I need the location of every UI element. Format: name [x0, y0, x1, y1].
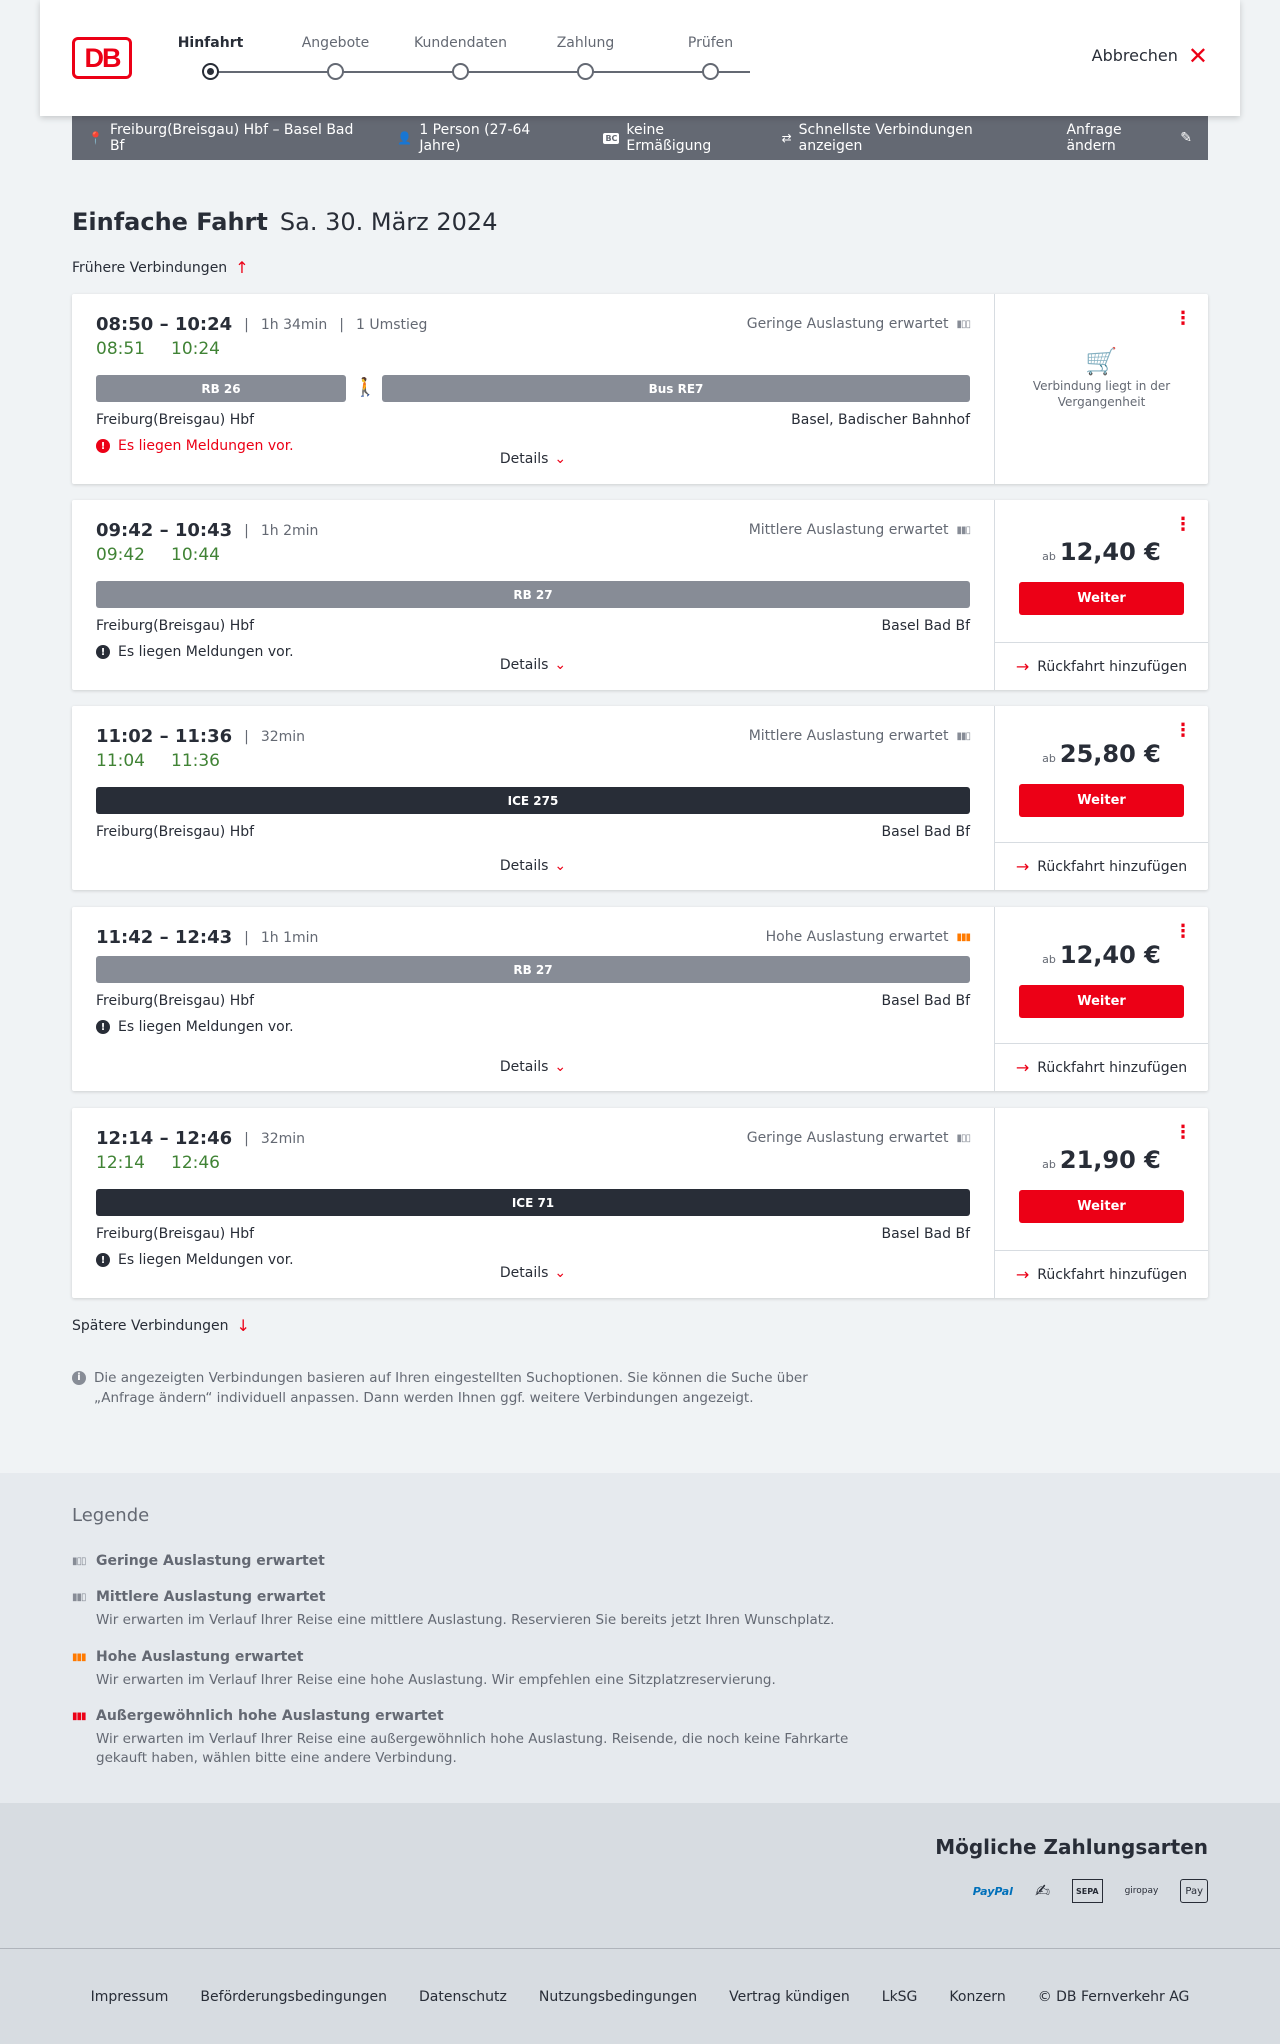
edit-request-button[interactable]	[1066, 122, 1192, 154]
price-value: 12,40 €	[1059, 941, 1161, 969]
planned-times: 11:42 – 12:43	[96, 927, 233, 948]
search-summary-bar	[72, 116, 1208, 160]
transfers: 1 Umstieg	[356, 316, 428, 333]
chevron-down-icon: ⌄	[554, 1059, 567, 1075]
legend-item-desc: Wir erwarten im Verlauf Ihrer Reise eine mittlere Auslastung. Reservieren Sie bereits jetzt Ihren Wunschplatz.	[96, 1612, 835, 1628]
leg-rb26: RB 26	[96, 375, 346, 402]
journey-bar	[96, 956, 970, 983]
cancel-button[interactable]	[1091, 41, 1208, 70]
realtime-arrival: 10:24	[171, 339, 220, 359]
step-dot	[202, 63, 219, 80]
occupancy-high-icon: ▮▮▮	[72, 1651, 86, 1663]
legend-item-low	[72, 1553, 325, 1569]
continue-button[interactable]: Weiter	[1019, 582, 1184, 615]
details-label: Details	[499, 858, 549, 874]
more-options-icon[interactable]: ⋮	[1174, 720, 1192, 741]
step-dot	[702, 63, 719, 80]
alert-icon: !	[96, 1253, 110, 1267]
arrow-up-icon: ↑	[235, 258, 249, 277]
earlier-connections-link[interactable]	[72, 258, 249, 277]
connection-info[interactable]: 12:14 – 12:46 | 32min 12:14 12:46 Geringe Auslastung erwartet ▮▯▯ ICE 71 Freiburg(Breisgau) Hbf Basel Bad Bf ! Es liegen Meldungen vor.	[96, 1128, 970, 1268]
details-label: Details	[499, 1265, 549, 1281]
note-text: Die angezeigten Verbindungen basieren auf Ihren eingestellten Suchoptionen. Sie können die Suche über „Anfrage ändern“ individuell anpassen. Dann werden Ihnen ggf. weitere Verbindungen angezeigt.	[94, 1370, 808, 1406]
edit-label: Anfrage ändern	[1066, 122, 1122, 154]
chevron-down-icon: ⌄	[554, 657, 567, 673]
footer	[0, 1948, 1280, 2044]
arrow-right-icon: →	[1015, 1058, 1030, 1077]
occupancy-text: Geringe Auslastung erwartet	[746, 1130, 949, 1146]
realtime-arrival: 11:36	[171, 751, 220, 771]
details-toggle[interactable]	[72, 1059, 994, 1075]
swap-icon: ⇄	[781, 131, 792, 145]
planned-times: 11:02 – 11:36	[96, 726, 233, 747]
price-value: 25,80 €	[1059, 740, 1161, 768]
realtime-arrival: 12:46	[171, 1153, 220, 1173]
price	[995, 1146, 1208, 1174]
connection-info[interactable]: 11:42 – 12:43 | 1h 1min Hohe Auslastung erwartet ▮▮▮ RB 27 Freiburg(Breisgau) Hbf Basel Bad Bf ! Es liegen Meldungen vor.	[96, 927, 970, 1035]
connection-card	[72, 1108, 1208, 1298]
journey-bar	[96, 375, 970, 402]
alert-icon: !	[96, 645, 110, 659]
price-prefix: ab	[1042, 1158, 1056, 1171]
occupancy-exceptional-icon: ▮▮▮	[72, 1710, 86, 1722]
leg-ice275: ICE 275	[96, 787, 970, 814]
step-kundendaten: Kundendaten	[398, 34, 523, 60]
legend-item-exceptional	[72, 1708, 876, 1768]
message-text: Es liegen Meldungen vor.	[118, 1019, 294, 1035]
price	[995, 538, 1208, 566]
return-label: Rückfahrt hinzufügen	[1037, 1059, 1188, 1076]
planned-times: 08:50 – 10:24	[96, 314, 233, 335]
destination-station: Basel Bad Bf	[881, 1226, 970, 1242]
add-return-button[interactable]	[995, 842, 1208, 890]
fastest-text: Schnellste Verbindungen anzeigen	[798, 122, 973, 154]
occupancy-low-icon: ▮▯▯	[956, 1132, 970, 1144]
duration: 1h 2min	[260, 522, 319, 539]
offer-panel	[994, 706, 1208, 890]
occupancy-high-icon: ▮▮▮	[956, 931, 970, 943]
origin-station: Freiburg(Breisgau) Hbf	[96, 1226, 255, 1242]
progress-line	[210, 71, 750, 73]
person-icon: 👤	[397, 131, 413, 145]
add-return-button[interactable]	[995, 1043, 1208, 1091]
paypal-icon: PayPal	[972, 1884, 1013, 1898]
price-value: 21,90 €	[1059, 1146, 1161, 1174]
connection-info[interactable]: 11:02 – 11:36 | 32min 11:04 11:36 Mittlere Auslastung erwartet ▮▮▯ ICE 275 Freiburg(Breisgau) Hbf Basel Bad Bf	[96, 726, 970, 840]
occupancy-medium-icon: ▮▮▯	[956, 730, 970, 742]
offer-panel	[994, 907, 1208, 1091]
message-text: Es liegen Meldungen vor.	[118, 438, 294, 454]
footer-link-befoerderungsbedingungen[interactable]: Beförderungsbedingungen	[200, 1988, 387, 2005]
realtime-departure: 11:04	[96, 751, 145, 771]
past-text: Verbindung liegt in der Vergangenheit	[1032, 379, 1171, 409]
leg-rb27: RB 27	[96, 581, 970, 608]
payments-title: Mögliche Zahlungsarten	[935, 1835, 1208, 1859]
price-prefix: ab	[1042, 550, 1056, 563]
add-return-button[interactable]	[995, 642, 1208, 690]
legend-item-title: Geringe Auslastung erwartet	[96, 1553, 325, 1569]
continue-button[interactable]: Weiter	[1019, 985, 1184, 1018]
bahncard-icon: BC	[605, 133, 618, 143]
duration: 32min	[260, 728, 306, 745]
legend-item-desc: Wir erwarten im Verlauf Ihrer Reise eine hohe Auslastung. Wir empfehlen eine Sitzplatzreservierung.	[96, 1672, 776, 1688]
message-text: Es liegen Meldungen vor.	[118, 1252, 294, 1268]
disruption-message	[96, 1019, 970, 1035]
continue-button[interactable]: Weiter	[1019, 1190, 1184, 1223]
origin-station: Freiburg(Breisgau) Hbf	[96, 993, 255, 1009]
return-label: Rückfahrt hinzufügen	[1037, 658, 1188, 675]
footer-link-nutzungsbedingungen[interactable]: Nutzungsbedingungen	[538, 1988, 698, 2005]
legend-title: Legende	[72, 1505, 150, 1526]
footer-link-lksg[interactable]: LkSG	[881, 1988, 918, 2005]
direct-debit-icon: ✍	[1034, 1880, 1051, 1902]
continue-button[interactable]: Weiter	[1019, 784, 1184, 817]
walking-icon: 🚶	[354, 377, 377, 398]
destination-station: Basel, Badischer Bahnhof	[791, 412, 970, 428]
chevron-down-icon: ⌄	[554, 451, 567, 467]
planned-times: 12:14 – 12:46	[96, 1128, 233, 1149]
later-label: Spätere Verbindungen	[72, 1317, 229, 1334]
details-toggle[interactable]	[72, 858, 994, 874]
connection-card	[72, 706, 1208, 890]
arrow-right-icon: →	[1015, 857, 1030, 876]
price	[995, 740, 1208, 768]
giropay-icon: giropay	[1124, 1886, 1159, 1896]
leg-ice71: ICE 71	[96, 1189, 970, 1216]
planned-times: 09:42 – 10:43	[96, 520, 233, 541]
occupancy-text: Mittlere Auslastung erwartet	[748, 522, 949, 538]
arrow-right-icon: →	[1015, 657, 1030, 676]
offer-panel	[994, 500, 1208, 690]
payment-methods-section	[0, 1803, 1280, 1948]
route-info	[88, 122, 365, 154]
more-options-icon[interactable]: ⋮	[1174, 921, 1192, 942]
duration: 1h 34min	[260, 316, 328, 333]
header	[40, 0, 1240, 116]
occupancy-low-icon: ▮▯▯	[72, 1555, 86, 1567]
occupancy-medium-icon: ▮▮▯	[956, 524, 970, 536]
info-icon: i	[72, 1371, 86, 1385]
fastest-info	[782, 122, 1035, 154]
origin-station: Freiburg(Breisgau) Hbf	[96, 824, 255, 840]
location-pin-icon: 📍	[88, 131, 103, 145]
realtime-departure: 08:51	[96, 339, 145, 359]
arrow-down-icon: ↓	[236, 1316, 250, 1335]
trip-type: Einfache Fahrt	[72, 208, 268, 236]
footer-link-impressum[interactable]: Impressum	[90, 1988, 169, 2005]
persons-info	[397, 122, 571, 154]
destination-station: Basel Bad Bf	[881, 618, 970, 634]
apple-pay-label: Pay	[1185, 1885, 1203, 1897]
step-dot	[452, 63, 469, 80]
leg-rb27: RB 27	[96, 956, 970, 983]
more-options-icon[interactable]: ⋮	[1174, 514, 1192, 535]
connection-card	[72, 294, 1208, 484]
offer-panel	[994, 1108, 1208, 1298]
step-pruefen: Prüfen	[648, 34, 773, 60]
apple-pay-icon	[1180, 1879, 1208, 1903]
details-label: Details	[499, 1059, 549, 1075]
occupancy-text: Hohe Auslastung erwartet	[765, 929, 949, 945]
chevron-down-icon: ⌄	[554, 1265, 567, 1281]
occupancy-indicator	[747, 316, 970, 332]
route-text: Freiburg(Breisgau) Hbf – Basel Bad Bf	[109, 122, 354, 154]
cancel-label: Abbrechen	[1091, 46, 1178, 65]
duration: 1h 1min	[260, 929, 319, 946]
arrow-right-icon: →	[1015, 1265, 1030, 1284]
origin-station: Freiburg(Breisgau) Hbf	[96, 618, 255, 634]
connection-info[interactable]: 09:42 – 10:43 | 1h 2min 09:42 10:44 Mittlere Auslastung erwartet ▮▮▯ RB 27 Freiburg(Breisgau) Hbf Basel Bad Bf ! Es liegen Meldungen vor.	[96, 520, 970, 660]
discount-info	[603, 122, 749, 154]
add-return-button[interactable]	[995, 1250, 1208, 1298]
persons-text: 1 Person (27-64 Jahre)	[419, 122, 531, 154]
search-options-note	[72, 1368, 852, 1408]
occupancy-low-icon: ▮▯▯	[956, 318, 970, 330]
progress-steps	[177, 34, 780, 84]
price-value: 12,40 €	[1059, 538, 1161, 566]
legend-item-title: Außergewöhnlich hohe Auslastung erwartet	[96, 1708, 444, 1724]
occupancy-indicator	[749, 522, 970, 538]
details-toggle[interactable]	[72, 657, 994, 673]
step-dot	[577, 63, 594, 80]
chevron-down-icon: ⌄	[554, 858, 567, 874]
legend-item-title: Mittlere Auslastung erwartet	[96, 1589, 326, 1605]
occupancy-indicator	[749, 728, 970, 744]
realtime-arrival: 10:44	[171, 545, 220, 565]
occupancy-text: Geringe Auslastung erwartet	[746, 316, 949, 332]
close-icon: ✕	[1187, 41, 1208, 70]
copyright: © DB Fernverkehr AG	[1037, 1988, 1190, 2005]
cart-unavailable-icon: 🛒	[1085, 347, 1118, 377]
realtime-departure: 09:42	[96, 545, 145, 565]
return-label: Rückfahrt hinzufügen	[1037, 858, 1188, 875]
past-connection-note	[995, 347, 1208, 410]
occupancy-indicator	[747, 1130, 970, 1146]
more-options-icon[interactable]: ⋮	[1174, 308, 1192, 329]
footer-link-datenschutz[interactable]: Datenschutz	[418, 1988, 507, 2005]
legend-item-desc: Wir erwarten im Verlauf Ihrer Reise eine außergewöhnlich hohe Auslastung. Reisende, die noch keine Fahrkarte gekauft haben, wählen bitte eine andere Verbindung.	[96, 1731, 849, 1766]
more-options-icon[interactable]: ⋮	[1174, 1122, 1192, 1143]
details-label: Details	[499, 451, 549, 467]
later-connections-link[interactable]	[72, 1316, 250, 1335]
destination-station: Basel Bad Bf	[881, 993, 970, 1009]
legend-item-title: Hohe Auslastung erwartet	[96, 1649, 304, 1665]
connection-info[interactable]: 08:50 – 10:24 | 1h 34min | 1 Umstieg 08:51 10:24 Geringe Auslastung erwartet ▮▯▯ RB 26 🚶 Bus RE7 Freiburg(Breisgau) Hbf Basel, Badischer Bahnhof ! Es liegen Meldungen vor.	[96, 314, 970, 454]
occupancy-indicator	[766, 929, 970, 945]
realtime-departure: 12:14	[96, 1153, 145, 1173]
price	[995, 941, 1208, 969]
db-logo[interactable]: DB	[72, 37, 132, 79]
page-title	[72, 208, 497, 236]
destination-station: Basel Bad Bf	[881, 824, 970, 840]
step-angebote: Angebote	[273, 34, 398, 60]
step-dot	[327, 63, 344, 80]
earlier-label: Frühere Verbindungen	[72, 259, 228, 276]
pencil-icon: ✎	[1180, 130, 1192, 146]
legend-item-medium	[72, 1589, 876, 1630]
connection-card	[72, 907, 1208, 1091]
legend-item-high	[72, 1649, 876, 1690]
payment-icons	[973, 1879, 1208, 1903]
journey-bar	[96, 787, 970, 814]
message-text: Es liegen Meldungen vor.	[118, 644, 294, 660]
journey-bar	[96, 581, 970, 608]
leg-bus-re7: Bus RE7	[382, 375, 970, 402]
origin-station: Freiburg(Breisgau) Hbf	[96, 412, 255, 428]
step-hinfahrt[interactable]: Hinfahrt	[148, 34, 273, 60]
step-zahlung: Zahlung	[523, 34, 648, 60]
details-label: Details	[499, 657, 549, 673]
sepa-icon: SEPA	[1072, 1879, 1103, 1903]
journey-bar	[96, 1189, 970, 1216]
alert-icon: !	[96, 1020, 110, 1034]
price-prefix: ab	[1042, 752, 1056, 765]
offer-panel	[994, 294, 1208, 484]
duration: 32min	[260, 1130, 306, 1147]
alert-icon: !	[96, 439, 110, 453]
discount-text: keine Ermäßigung	[626, 122, 712, 154]
connection-card	[72, 500, 1208, 690]
price-prefix: ab	[1042, 953, 1056, 966]
trip-date: Sa. 30. März 2024	[279, 208, 498, 236]
footer-link-konzern[interactable]: Konzern	[949, 1988, 1006, 2005]
occupancy-text: Mittlere Auslastung erwartet	[748, 728, 949, 744]
details-toggle[interactable]	[72, 451, 994, 467]
legend-section	[0, 1473, 1280, 1803]
return-label: Rückfahrt hinzufügen	[1037, 1266, 1188, 1283]
footer-link-vertrag-kuendigen[interactable]: Vertrag kündigen	[729, 1988, 850, 2005]
details-toggle[interactable]	[72, 1265, 994, 1281]
occupancy-medium-icon: ▮▮▯	[72, 1591, 86, 1603]
